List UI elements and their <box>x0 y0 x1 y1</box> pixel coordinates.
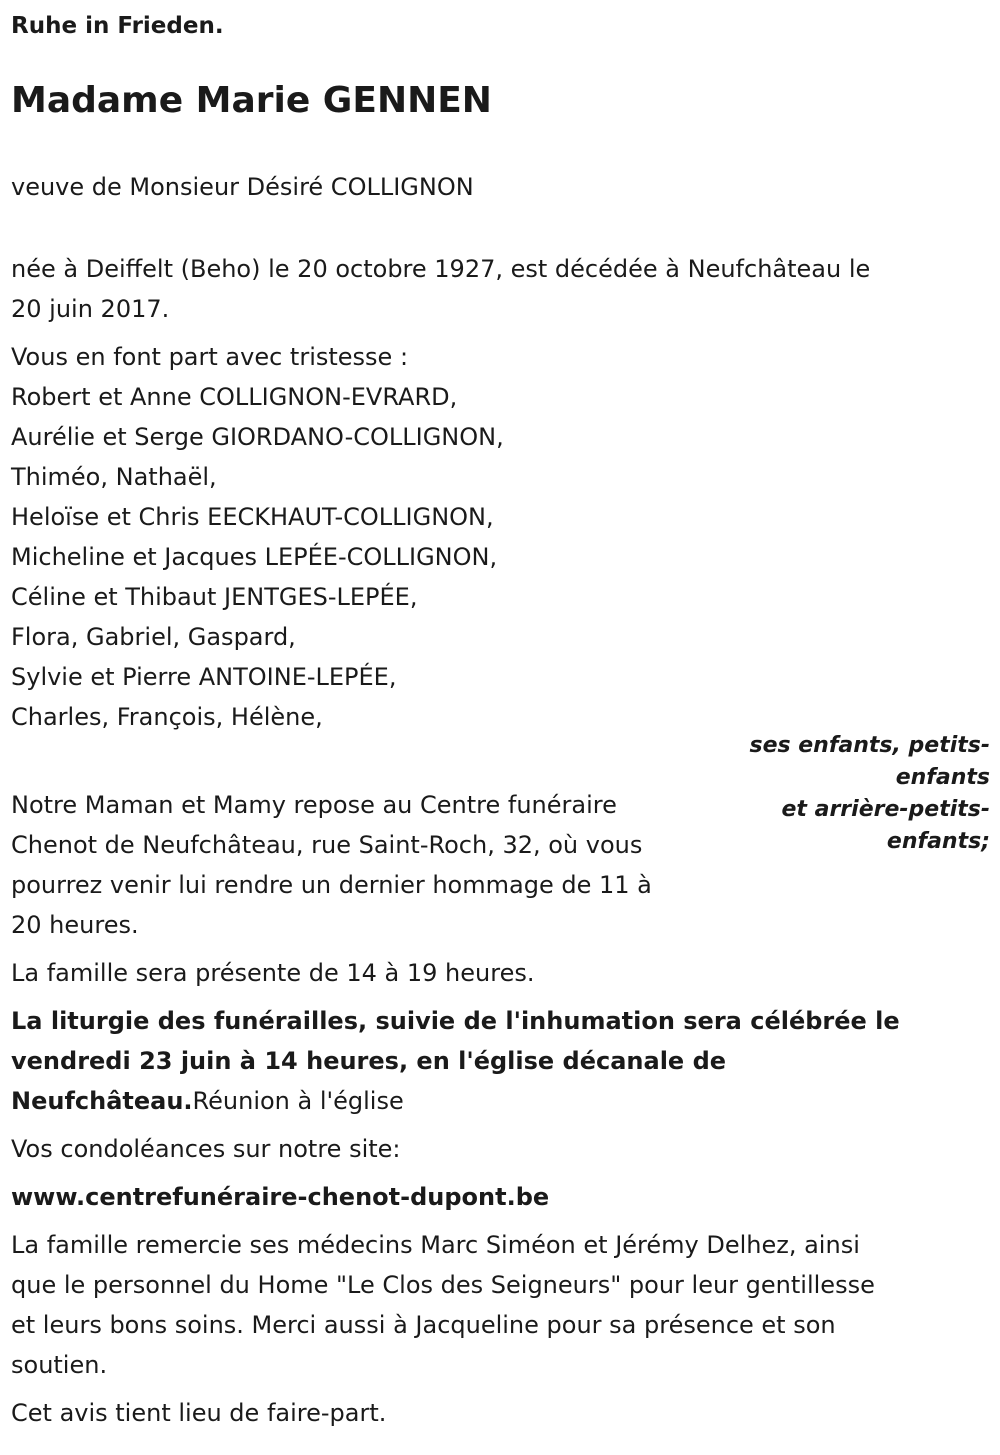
visitation-line-2: Chenot de Neufchâteau, rue Saint-Roch, 32, où vous <box>11 831 643 859</box>
visitation-info <box>11 785 731 945</box>
visitation-line-1: Notre Maman et Mamy repose au Centre funéraire <box>11 791 617 819</box>
funeral-info <box>11 1001 991 1121</box>
obituary-notice <box>11 0 991 1433</box>
greeting-heading: Ruhe in Frieden. <box>11 13 224 39</box>
visitation-line-3: pourrez venir lui rendre un dernier hommage de 11 à <box>11 871 652 899</box>
family-member: Heloïse et Chris EECKHAUT-COLLIGNON, <box>11 503 494 531</box>
thanks-line-2: que le personnel du Home "Le Clos des Seigneurs" pour leur gentillesse <box>11 1271 875 1299</box>
visitation-line-4: 20 heures. <box>11 911 139 939</box>
family-member: Charles, François, Hélène, <box>11 703 323 731</box>
family-list <box>11 337 991 737</box>
family-relation-note <box>730 730 990 858</box>
family-member: Robert et Anne COLLIGNON-EVRARD, <box>11 383 458 411</box>
funeral-location: Neufchâteau. <box>11 1087 193 1115</box>
relation-line-4: enfants; <box>886 829 990 854</box>
family-member: Flora, Gabriel, Gaspard, <box>11 623 296 651</box>
relation-line-3: et arrière-petits- <box>781 797 990 822</box>
family-presence: La famille sera présente de 14 à 19 heures. <box>11 959 535 987</box>
funeral-line-3 <box>11 1081 991 1121</box>
family-member: Micheline et Jacques LEPÉE-COLLIGNON, <box>11 543 498 571</box>
condolences-label: Vos condoléances sur notre site: <box>11 1135 401 1163</box>
condolences-website: www.centrefunéraire-chenot-dupont.be <box>11 1183 550 1211</box>
thanks-line-3: et leurs bons soins. Merci aussi à Jacqueline pour sa présence et son <box>11 1311 836 1339</box>
thanks-line-1: La famille remercie ses médecins Marc Siméon et Jérémy Delhez, ainsi <box>11 1231 860 1259</box>
deceased-name: Madame Marie GENNEN <box>11 80 492 121</box>
relation-line-2: enfants <box>895 765 990 790</box>
family-member: Céline et Thibaut JENTGES-LEPÉE, <box>11 583 418 611</box>
widow-line: veuve de Monsieur Désiré COLLIGNON <box>11 173 474 201</box>
thanks-paragraph <box>11 1225 991 1385</box>
relation-line-1: ses enfants, petits- <box>749 733 990 758</box>
birth-death-info <box>11 249 991 329</box>
birth-line-1: née à Deiffelt (Beho) le 20 octobre 1927, est décédée à Neufchâteau le <box>11 255 871 283</box>
closing-line: Cet avis tient lieu de faire-part. <box>11 1399 387 1427</box>
birth-line-2: 20 juin 2017. <box>11 295 170 323</box>
family-member: Aurélie et Serge GIORDANO-COLLIGNON, <box>11 423 504 451</box>
funeral-meeting-note: Réunion à l'église <box>192 1087 404 1115</box>
family-member: Thiméo, Nathaël, <box>11 463 217 491</box>
funeral-line-1: La liturgie des funérailles, suivie de l'inhumation sera célébrée le <box>11 1007 900 1035</box>
thanks-line-4: soutien. <box>11 1351 108 1379</box>
funeral-line-2: vendredi 23 juin à 14 heures, en l'église décanale de <box>11 1047 727 1075</box>
family-intro: Vous en font part avec tristesse : <box>11 343 409 371</box>
family-member: Sylvie et Pierre ANTOINE-LEPÉE, <box>11 663 397 691</box>
